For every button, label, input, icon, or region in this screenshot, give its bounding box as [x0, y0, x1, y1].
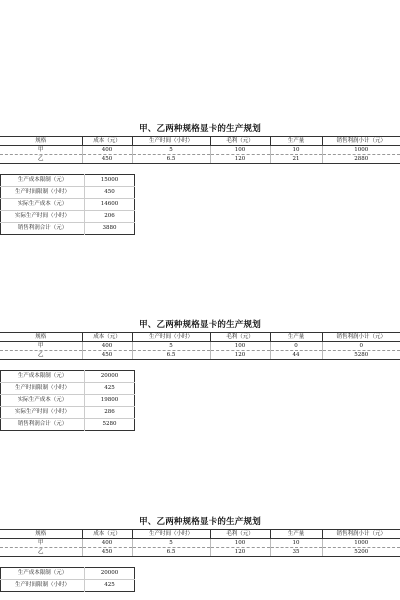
table-cell[interactable]: 450 [82, 351, 132, 360]
table-cell[interactable]: 450 [82, 548, 132, 557]
summary-value[interactable]: 19800 [85, 395, 135, 407]
table-row [0, 351, 400, 360]
summary-value[interactable]: 14600 [85, 199, 135, 211]
summary-label[interactable]: 生产时间限制（小时） [1, 383, 85, 395]
table-cell[interactable]: 35 [270, 548, 322, 557]
table-cell[interactable]: 5280 [322, 351, 400, 360]
summary-label[interactable]: 实际生产时间（小时） [1, 407, 85, 419]
block-title: 甲、乙两种规格显卡的生产规划 [139, 517, 261, 527]
table-cell[interactable]: 1000 [322, 146, 400, 155]
table-cell[interactable]: 6.5 [132, 548, 210, 557]
summary-row [1, 199, 135, 211]
summary-label[interactable]: 生产时间限制（小时） [1, 580, 85, 592]
table-cell[interactable]: 100 [210, 539, 270, 548]
summary-label[interactable]: 实际生产成本（元） [1, 395, 85, 407]
table-cell[interactable]: 甲 [0, 539, 82, 548]
summary-label[interactable]: 生产成本限制（元） [1, 568, 85, 580]
summary-row [1, 223, 135, 235]
header-cell[interactable]: 毛利（元） [210, 333, 270, 342]
table-cell[interactable]: 100 [210, 342, 270, 351]
summary-label[interactable]: 销售利润合计（元） [1, 419, 85, 431]
table-row [0, 155, 400, 164]
production-table [0, 136, 400, 164]
table-cell[interactable]: 6.5 [132, 155, 210, 164]
summary-table [0, 370, 135, 431]
table-cell[interactable]: 甲 [0, 146, 82, 155]
summary-label[interactable]: 销售利润合计（元） [1, 223, 85, 235]
table-cell[interactable]: 10 [270, 146, 322, 155]
summary-value[interactable]: 5280 [102, 421, 117, 427]
table-cell[interactable]: 44 [270, 351, 322, 360]
summary-row [1, 175, 135, 187]
header-cell[interactable]: 生产量 [270, 530, 322, 539]
production-table [0, 529, 400, 557]
summary-row [1, 187, 135, 199]
table-cell[interactable]: 5200 [322, 548, 400, 557]
header-cell[interactable]: 销售利润小计（元） [322, 333, 400, 342]
table-cell[interactable]: 0 [270, 342, 322, 351]
table-cell[interactable]: 10 [270, 539, 322, 548]
header-cell[interactable]: 生产量 [270, 333, 322, 342]
table-header-row [0, 333, 400, 342]
header-cell[interactable]: 成本（元） [82, 530, 132, 539]
table-cell[interactable]: 450 [82, 155, 132, 164]
summary-value[interactable]: 286 [85, 407, 135, 419]
header-cell[interactable]: 规格 [0, 333, 82, 342]
summary-label[interactable]: 生产成本限制（元） [1, 175, 85, 187]
summary-value[interactable]: 450 [85, 187, 135, 199]
summary-value[interactable]: 3880 [102, 225, 117, 231]
summary-label[interactable]: 实际生产时间（小时） [1, 211, 85, 223]
summary-table [0, 567, 135, 592]
table-cell[interactable]: 0 [322, 342, 400, 351]
header-cell[interactable]: 毛利（元） [210, 530, 270, 539]
table-cell[interactable]: 1000 [322, 539, 400, 548]
table-row [0, 342, 400, 351]
plan-block-2 [0, 318, 400, 431]
table-cell[interactable]: 6.5 [132, 351, 210, 360]
header-cell[interactable]: 毛利（元） [210, 137, 270, 146]
summary-value[interactable]: 20000 [85, 371, 135, 383]
summary-table [0, 174, 135, 235]
table-cell[interactable]: 2880 [322, 155, 400, 164]
table-cell[interactable]: 400 [82, 539, 132, 548]
table-row [0, 146, 400, 155]
summary-value[interactable]: 15000 [85, 175, 135, 187]
header-cell[interactable]: 生产时间（小时） [132, 530, 210, 539]
plan-block-1 [0, 122, 400, 235]
summary-value[interactable]: 425 [85, 383, 135, 395]
plan-block-3 [0, 515, 400, 592]
header-cell[interactable]: 销售利润小计（元） [322, 137, 400, 146]
header-cell[interactable]: 生产时间（小时） [132, 333, 210, 342]
table-cell[interactable]: 乙 [0, 351, 82, 360]
block-title: 甲、乙两种规格显卡的生产规划 [139, 124, 261, 134]
table-header-row [0, 137, 400, 146]
header-cell[interactable]: 成本（元） [82, 137, 132, 146]
header-cell[interactable]: 销售利润小计（元） [322, 530, 400, 539]
summary-label[interactable]: 生产成本限制（元） [1, 371, 85, 383]
summary-row [1, 419, 135, 431]
table-row [0, 548, 400, 557]
header-cell[interactable]: 规格 [0, 137, 82, 146]
table-header-row [0, 530, 400, 539]
header-cell[interactable]: 生产量 [270, 137, 322, 146]
table-cell[interactable]: 甲 [0, 342, 82, 351]
table-cell[interactable]: 21 [270, 155, 322, 164]
summary-value[interactable]: 20000 [85, 568, 135, 580]
summary-label[interactable]: 生产时间限制（小时） [1, 187, 85, 199]
summary-row [1, 383, 135, 395]
table-cell[interactable]: 400 [82, 342, 132, 351]
table-cell[interactable]: 100 [210, 146, 270, 155]
summary-label[interactable]: 实际生产成本（元） [1, 199, 85, 211]
table-row [0, 539, 400, 548]
summary-row [1, 568, 135, 580]
summary-row [1, 407, 135, 419]
summary-row [1, 395, 135, 407]
table-cell[interactable]: 乙 [0, 548, 82, 557]
summary-row [1, 211, 135, 223]
table-cell[interactable]: 120 [210, 548, 270, 557]
table-cell[interactable]: 120 [210, 351, 270, 360]
block-title: 甲、乙两种规格显卡的生产规划 [139, 320, 261, 330]
table-cell[interactable]: 5 [132, 539, 210, 548]
table-cell[interactable]: 400 [82, 146, 132, 155]
table-cell[interactable]: 5 [132, 146, 210, 155]
summary-value[interactable]: 206 [85, 211, 135, 223]
header-cell[interactable]: 成本（元） [82, 333, 132, 342]
table-cell[interactable]: 120 [210, 155, 270, 164]
summary-value[interactable]: 425 [104, 582, 115, 588]
summary-row [1, 371, 135, 383]
summary-row [1, 580, 135, 592]
table-cell[interactable]: 5 [132, 342, 210, 351]
header-cell[interactable]: 规格 [0, 530, 82, 539]
header-cell[interactable]: 生产时间（小时） [132, 137, 210, 146]
table-cell[interactable]: 乙 [0, 155, 82, 164]
production-table [0, 332, 400, 360]
